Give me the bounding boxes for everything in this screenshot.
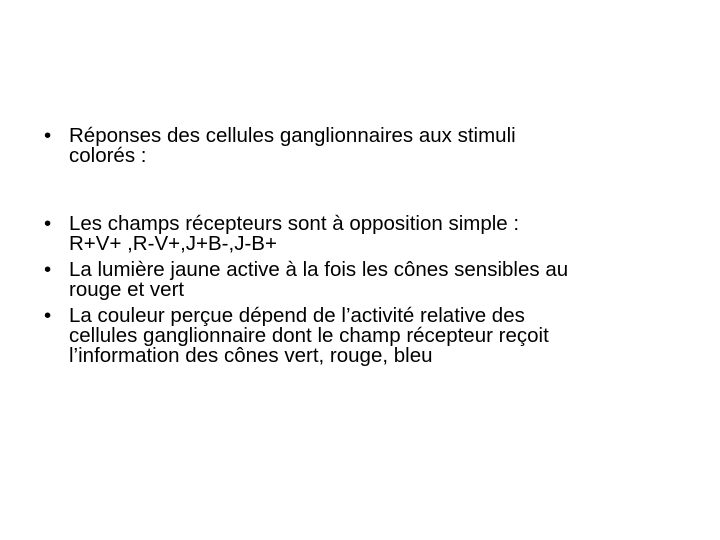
bullet-text: La couleur perçue dépend de l’activité relative des cellules ganglionnaire dont le champ récepteur reçoit l’information des cônes vert, rouge, bleu [69,304,549,367]
bullet-text: Les champs récepteurs sont à opposition simple : R+V+ ,R-V+,J+B-,J-B+ [69,212,520,255]
bullet-text: Réponses des cellules ganglionnaires aux stimuli colorés : [69,124,516,167]
list-item [44,126,674,166]
list-item [44,306,674,366]
bullet-icon: • [44,212,52,235]
bullet-icon: • [44,258,52,281]
list-item [44,214,674,254]
bullet-icon: • [44,124,52,147]
list-item [44,260,674,300]
intro-bullet-list [44,126,674,172]
detail-bullet-list [44,214,674,372]
bullet-text: La lumière jaune active à la fois les cônes sensibles au rouge et vert [69,258,569,301]
bullet-icon: • [44,304,52,327]
